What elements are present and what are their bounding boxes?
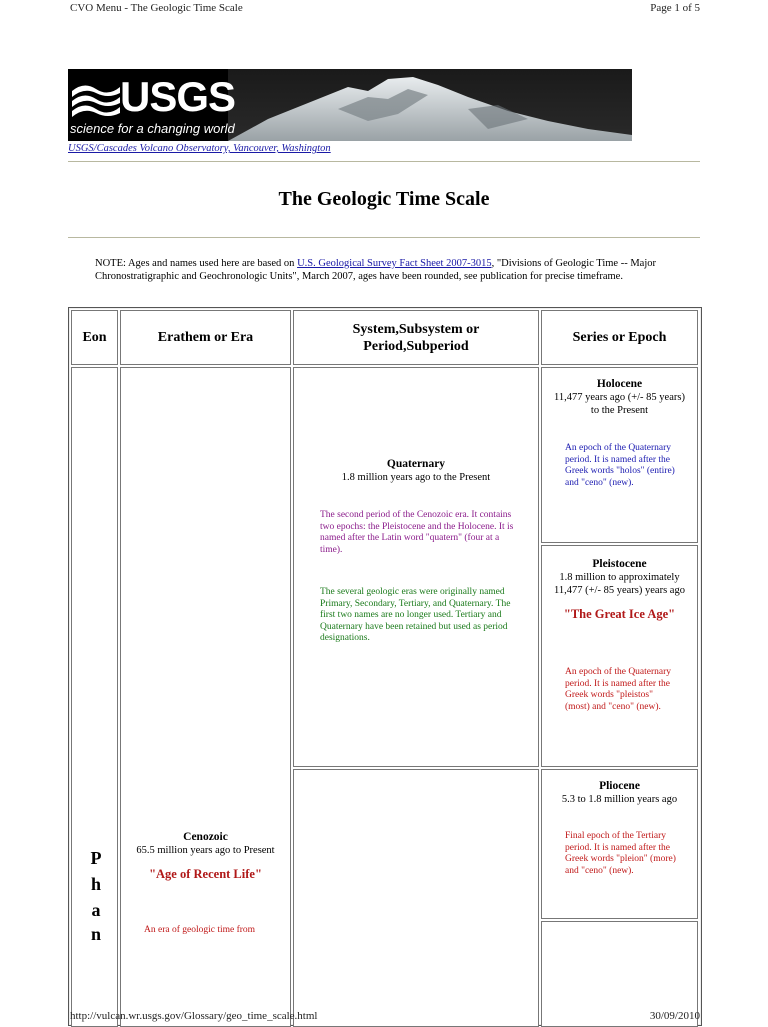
usgs-logo-text: USGS [120, 73, 236, 120]
period-age: 1.8 million years ago to the Present [341, 472, 491, 483]
epoch-description: An epoch of the Quaternary period. It is named after the Greek words "holos" (entire) and "ceno" (new). [565, 443, 675, 488]
usgs-logo-icon [72, 77, 120, 121]
usgs-banner[interactable] [68, 69, 632, 141]
epoch-info [550, 780, 689, 806]
epoch-cell-holocene [541, 367, 698, 543]
epoch-name: Pleistocene [592, 558, 647, 570]
epoch-age: 1.8 million to approximately 11,477 (+/- 85 years) years ago [554, 572, 685, 596]
era-age: 65.5 million years ago to Present [136, 845, 275, 856]
header-period: System,Subsystem or Period,Subperiod [293, 310, 539, 365]
eon-letter: P [90, 848, 102, 868]
eon-letter: h [90, 874, 101, 894]
epoch-description: An epoch of the Quaternary period. It is named after the Greek words "pleistos" (most) and "ceno" (new). [565, 667, 672, 712]
page-url: http://vulcan.wr.usgs.gov/Glossary/geo_time_scale.html [70, 1010, 318, 1022]
header-era: Erathem or Era [120, 310, 291, 365]
period-cell-tertiary [293, 769, 539, 1027]
page-number: Page 1 of 5 [650, 2, 700, 14]
epoch-cell-pliocene [541, 769, 698, 919]
epoch-name: Pliocene [599, 780, 640, 792]
usgs-tagline: science for a changing world [70, 121, 235, 136]
epoch-age: 11,477 years ago (+/- 85 years) to the Present [554, 392, 685, 416]
era-info [121, 831, 290, 881]
period-note: The several geologic eras were originally named Primary, Secondary, Tertiary, and Quaternary. The first two names are no longer used. Tertiary and Quaternary have been retained but used as period designations. [320, 587, 511, 643]
divider [68, 161, 700, 162]
epoch-name: Holocene [596, 378, 643, 390]
eon-cell [71, 367, 118, 1027]
header-eon: Eon [71, 310, 118, 365]
page-title: The Geologic Time Scale [278, 188, 490, 210]
era-description: An era of geologic time from [144, 925, 256, 935]
period-cell-quaternary [293, 367, 539, 767]
note-suffix: , "Divisions of Geologic Time -- Major Chronostratigraphic and Geochronologic Units", March 2007, ages have been rounded, see publication for precise timeframe. [95, 258, 656, 282]
header-epoch: Series or Epoch [541, 310, 698, 365]
epoch-info [550, 378, 689, 417]
period-description: The second period of the Cenozoic era. It contains two epochs: the Pleistocene and the Holocene. It is named after the Latin word "quatern" (four at a time). [320, 510, 514, 555]
era-nickname: "Age of Recent Life" [149, 867, 262, 881]
note-paragraph [95, 257, 677, 283]
period-info [294, 458, 538, 484]
period-name: Quaternary [386, 458, 446, 470]
eon-letter: n [90, 924, 101, 944]
epoch-info [550, 558, 689, 621]
epoch-description: Final epoch of the Tertiary period. It is named after the Greek words "pleion" (more) and "ceno" (new). [565, 831, 676, 876]
epoch-age: 5.3 to 1.8 million years ago [561, 794, 678, 805]
divider [68, 237, 700, 238]
eon-letter: a [91, 900, 101, 920]
era-cell-cenozoic [120, 367, 291, 1027]
note-prefix: NOTE: Ages and names used here are based on [95, 258, 298, 269]
fact-sheet-link[interactable]: U.S. Geological Survey Fact Sheet 2007-3015 [297, 258, 492, 269]
era-name: Cenozoic [183, 831, 228, 843]
page-header-title: CVO Menu - The Geologic Time Scale [70, 2, 243, 14]
epoch-cell-pleistocene [541, 545, 698, 767]
cvo-home-link[interactable]: USGS/Cascades Volcano Observatory, Vancouver, Washington [68, 143, 331, 154]
epoch-nickname: "The Great Ice Age" [563, 607, 676, 621]
page-date: 30/09/2010 [649, 1010, 700, 1022]
